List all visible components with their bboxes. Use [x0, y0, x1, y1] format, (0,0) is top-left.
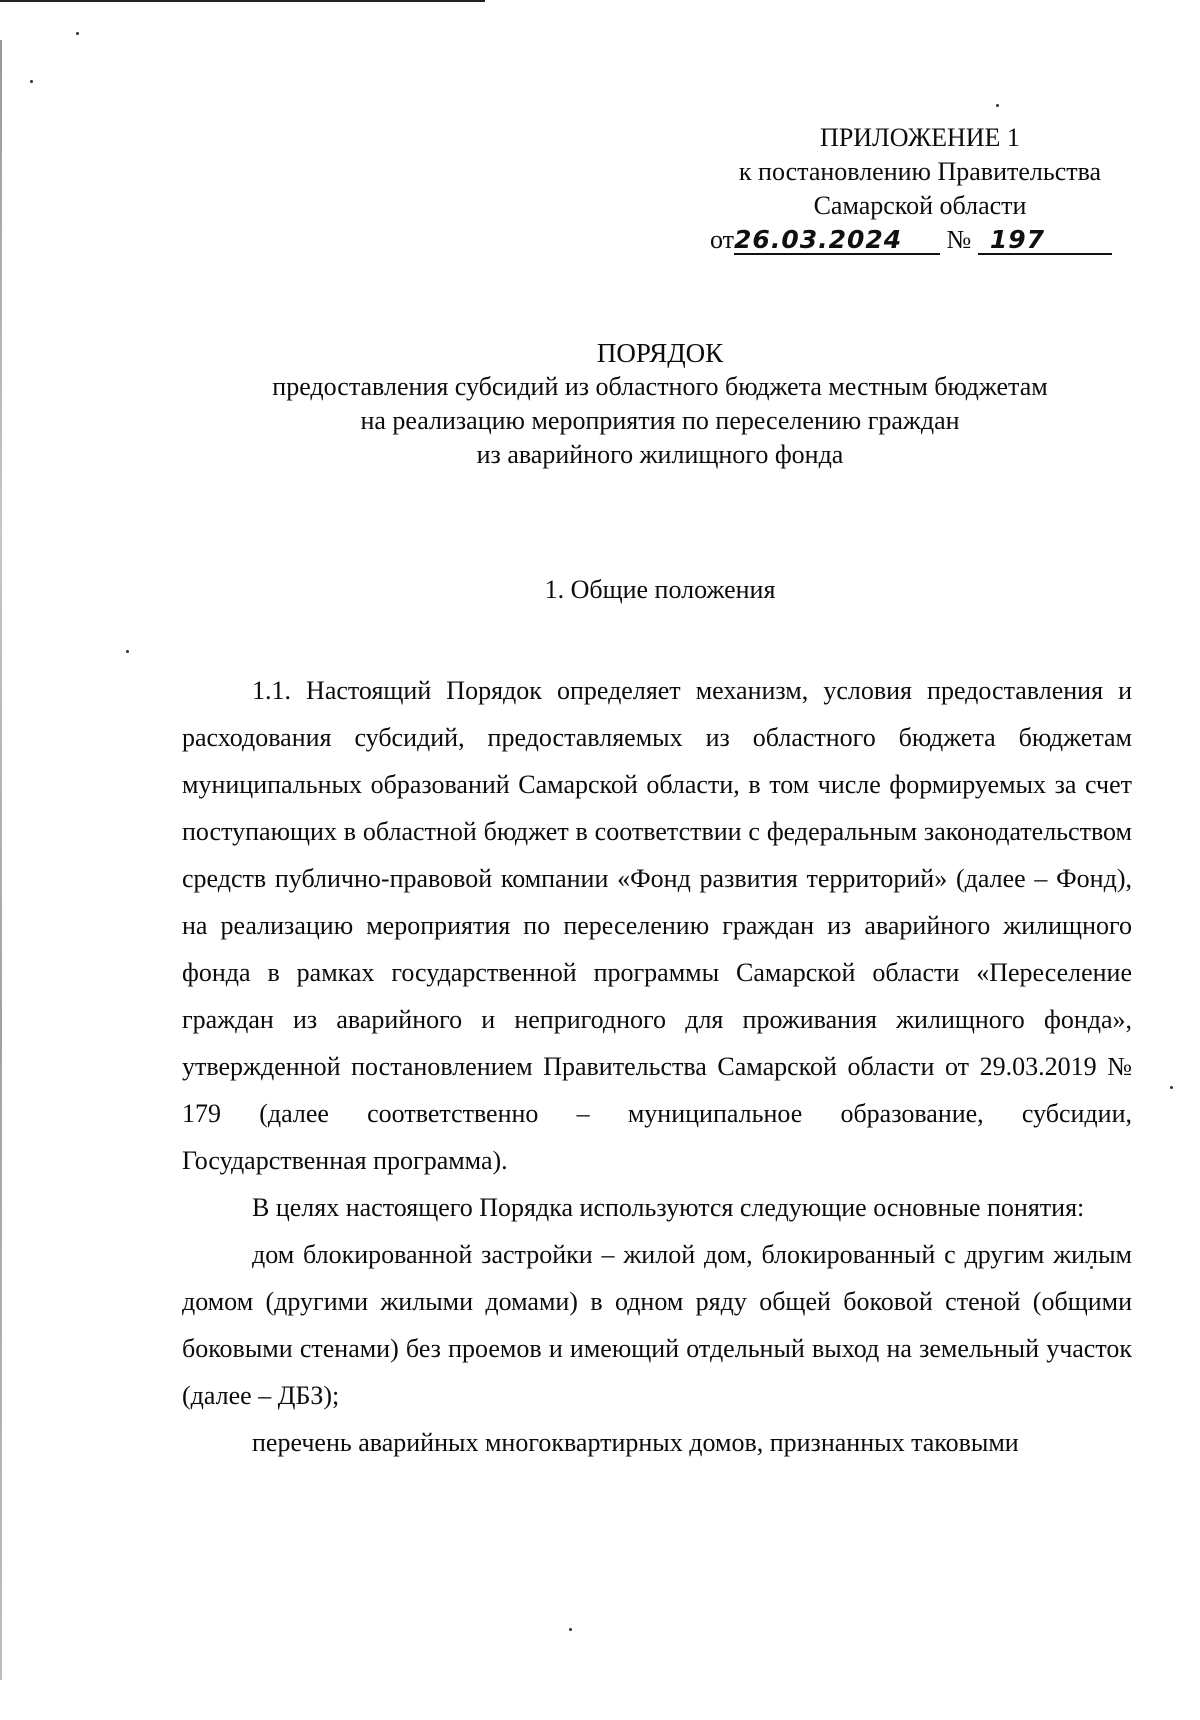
- document-title-block: [160, 336, 1160, 472]
- appendix-date-line: [700, 223, 1140, 257]
- scan-edge-top: [0, 0, 485, 2]
- document-body: [182, 667, 1132, 1466]
- body-paragraph: В целях настоящего Порядка используются следующие основные понятия:: [252, 1193, 1085, 1222]
- document-heading: ПОРЯДОК: [596, 338, 724, 368]
- scan-edge-left: [0, 40, 2, 1680]
- body-paragraph: перечень аварийных многоквартирных домов, признанных таковыми: [252, 1428, 1019, 1457]
- appendix-block: [700, 121, 1140, 257]
- subtitle-line: предоставления субсидий из областного бюджета местным бюджетам: [272, 372, 1048, 401]
- scan-speck: [76, 32, 79, 35]
- section-heading: 1. Общие положения: [544, 575, 776, 604]
- scan-speck: [1170, 1086, 1173, 1089]
- handwritten-number: 197: [978, 227, 1112, 255]
- appendix-line-1: к постановлению Правительства: [738, 157, 1102, 186]
- appendix-line-2: Самарской области: [813, 191, 1027, 220]
- number-sign: №: [946, 225, 972, 254]
- scan-speck: [126, 650, 129, 653]
- subtitle-line: на реализацию мероприятия по переселению граждан: [360, 406, 960, 435]
- body-paragraph: дом блокированной застройки – жилой дом, блокированный с другим жилым домом (другими жилыми домами) в одном ряду общей боковой стеной (общими боковыми стенами) без проемов и имеющий отдельный выход на земельный участок (далее – ДБЗ);: [182, 1240, 1132, 1410]
- scan-speck: [996, 104, 999, 107]
- scan-speck: [569, 1628, 572, 1631]
- date-prefix: от: [710, 225, 735, 254]
- scan-speck: [30, 80, 33, 83]
- appendix-title: ПРИЛОЖЕНИЕ 1: [820, 123, 1020, 152]
- handwritten-date: 26.03.2024: [734, 227, 940, 255]
- subtitle-line: из аварийного жилищного фонда: [476, 440, 844, 469]
- body-paragraph: 1.1. Настоящий Порядок определяет механизм, условия предоставления и расходования субсидий, предоставляемых из областного бюджета бюджетам муниципальных образований Самарской области, в том числе формируемых за счет поступающих в областной бюджет в соответствии с федеральным законодательством средств публично-правовой компании «Фонд развития территорий» (далее – Фонд), на реализацию мероприятия по переселению граждан из аварийного жилищного фонда в рамках государственной программы Самарской области «Переселение граждан из аварийного и непригодного для проживания жилищного фонда», утвержденной постановлением Правительства Самарской области от 29.03.2019 № 179 (далее соответственно – муниципальное образование, субсидии, Государственная программа).: [182, 676, 1132, 1175]
